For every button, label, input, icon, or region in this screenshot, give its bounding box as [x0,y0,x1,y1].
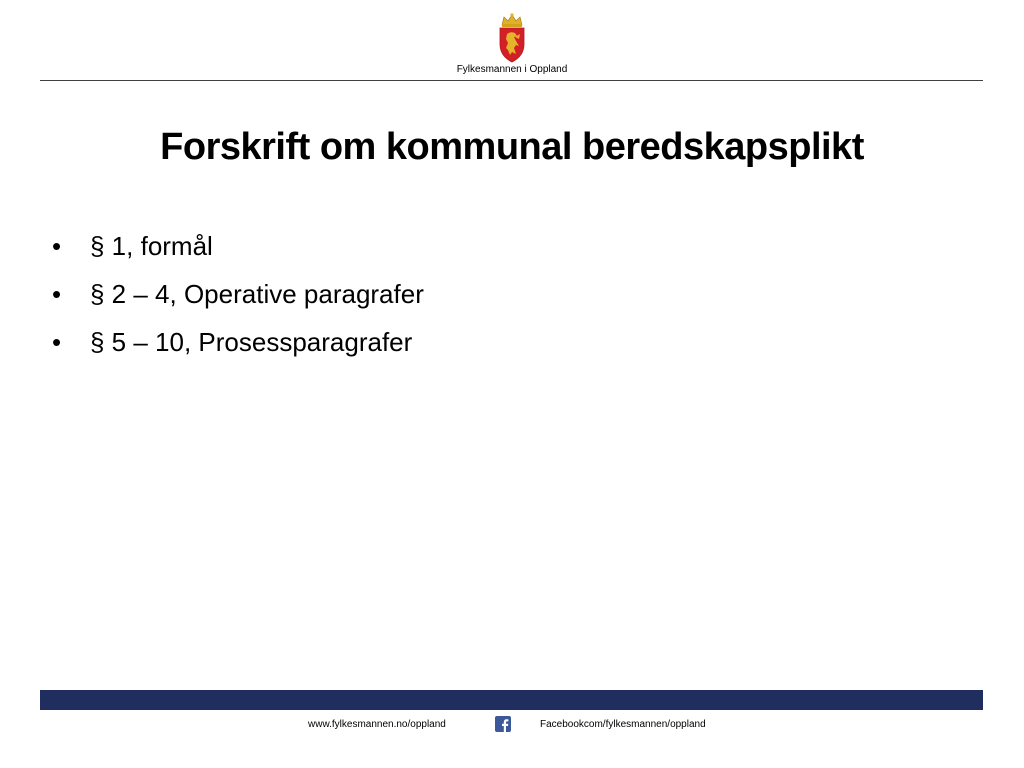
bullet-list [52,226,424,370]
bullet-marker: • [52,231,62,261]
bullet-marker: • [52,327,62,357]
facebook-icon[interactable] [495,716,511,732]
organization-name: Fylkesmannen i Oppland [456,64,568,75]
bullet-marker: • [52,279,62,309]
bullet-item [52,274,424,322]
footer [0,716,1024,734]
header-divider [40,80,983,81]
bullet-text: § 1, formål [90,231,213,261]
website-link[interactable]: www.fylkesmannen.no/oppland [308,719,446,730]
bullet-text: § 2 – 4, Operative paragrafer [90,279,424,309]
slide-title: Forskrift om kommunal beredskapsplikt [160,126,864,168]
coat-of-arms-icon [495,12,529,64]
bullet-text: § 5 – 10, Prosessparagrafer [90,327,413,357]
bullet-item [52,322,424,370]
bullet-item [52,226,424,274]
facebook-link[interactable]: Facebookcom/fylkesmannen/oppland [540,719,706,730]
footer-band [40,690,983,710]
